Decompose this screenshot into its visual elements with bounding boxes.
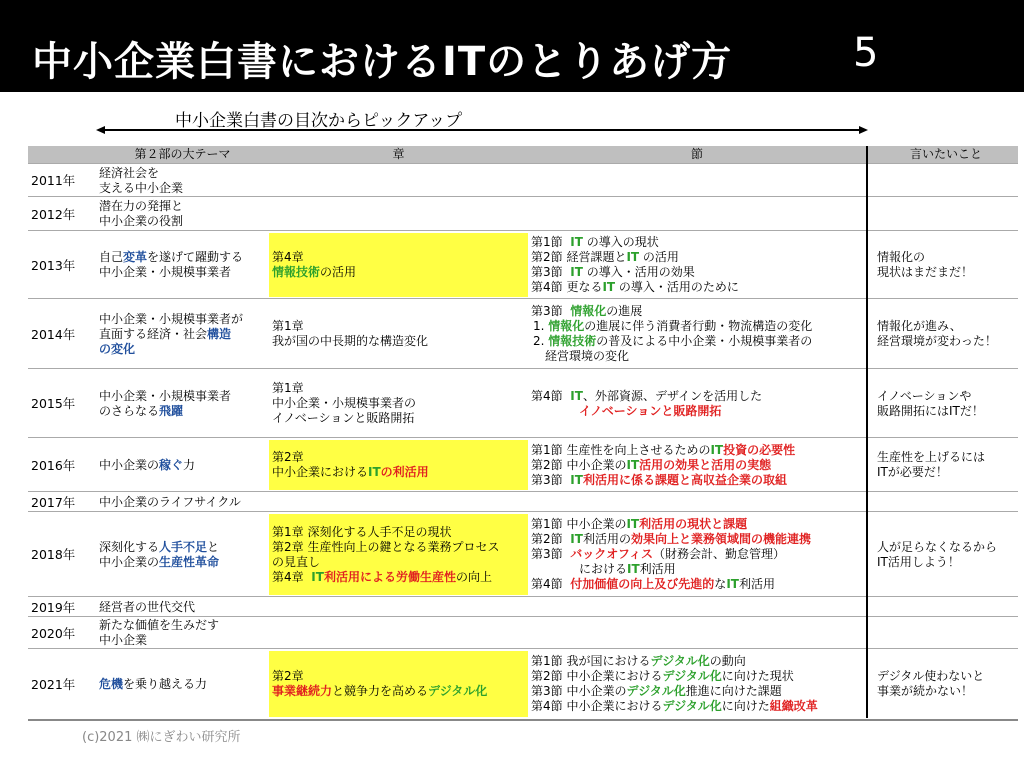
chapter-cell: 第2章 事業継続力と競争力を高めるデジタル化 xyxy=(269,651,528,717)
year-cell: 2012年 xyxy=(31,206,76,222)
year-cell: 2018年 xyxy=(31,547,76,562)
chapter-cell: 第1章 深刻化する人手不足の現状 第2章 生産性向上の鍵となる業務プロセス の見直し 第4章 IT利活用による労働生産性の向上 xyxy=(269,514,528,595)
theme-cell: 経営者の世代交代 xyxy=(99,599,196,614)
table-row xyxy=(28,298,1018,369)
message-cell: 生産性を上げるには ITが必要だ！ xyxy=(877,450,986,479)
year-cell: 2021年 xyxy=(31,676,76,692)
chapter-cell: 第1章 中小企業・小規模事業者の イノベーションと販路開拓 xyxy=(272,381,417,425)
table-row xyxy=(28,511,1018,597)
table-row xyxy=(28,596,1018,617)
header-section: 節 xyxy=(690,147,703,161)
chapter-cell: 第2章 中小企業におけるITの利活用 xyxy=(269,440,528,490)
section-cell: 第4節 IT、外部資源、デザインを活用した イノベーションと販路開拓 xyxy=(531,388,763,418)
theme-cell: 自己変革を遂げて躍動する 中小企業・小規模事業者 xyxy=(99,250,244,279)
arrow-label: 中小企業白書の目次からピックアップ xyxy=(175,111,463,131)
theme-cell: 新たな価値を生みだす 中小企業 xyxy=(99,618,220,647)
page-number: 5 xyxy=(853,30,879,76)
year-cell: 2011年 xyxy=(31,173,76,188)
year-cell: 2020年 xyxy=(31,625,76,641)
chapter-cell: 第1章 我が国の中長期的な構造変化 xyxy=(272,319,429,348)
section-cell: 第1節 中小企業のIT利活用の現状と課題 第2節 IT利活用の効果向上と業務領域間の機能連携 第3節 バックオフィス（財務会計、勤怠管理） におけるIT利活用 第4節 付加価値の向上及び先進的なIT利活用 xyxy=(531,517,811,591)
header-say: 言いたいこと xyxy=(909,147,982,161)
section-cell: 第1節 IT の導入の現状 第2節 経営課題とIT の活用 第3節 IT の導入・活用の効果 第4節 更なるIT の導入・活用のために xyxy=(531,235,739,294)
theme-cell: 中小企業のライフサイクル xyxy=(99,494,241,509)
double-arrow-icon xyxy=(96,126,868,134)
year-cell: 2017年 xyxy=(31,494,76,510)
table-row xyxy=(28,368,1018,438)
section-cell: 第1節 生産性を向上させるためのIT投資の必要性 第2節 中小企業のIT活用の効果と活用の実態 第3節 IT利活用に係る課題と高収益企業の取組 xyxy=(531,442,796,487)
year-cell: 2016年 xyxy=(31,457,76,473)
year-cell: 2014年 xyxy=(31,326,76,342)
table-row xyxy=(28,230,1018,299)
table-row xyxy=(28,163,1018,197)
theme-cell: 潜在力の発揮と 中小企業の役割 xyxy=(99,199,184,228)
theme-cell: 深刻化する人手不足と 中小企業の生産性革命 xyxy=(99,539,220,569)
section-cell: 第1節 我が国におけるデジタル化の動向 第2節 中小企業におけるデジタル化に向けた現状 第3節 中小企業のデジタル化推進に向けた課題 第4節 中小企業におけるデジタル化に向けた組織改革 xyxy=(531,654,818,713)
table-row xyxy=(28,648,1018,721)
message-cell: 情報化が進み、 経営環境が変わった！ xyxy=(877,319,997,348)
section-cell: 第3節 情報化の進展 1. 情報化の進展に伴う消費者行動・物流構造の変化 2. 情報技術の普及による中小企業・小規模事業者の 経営環境の変化 xyxy=(531,304,813,363)
theme-cell: 中小企業の稼ぐ力 xyxy=(99,457,196,472)
message-cell: 情報化の 現状はまだまだ！ xyxy=(877,250,974,279)
year-cell: 2013年 xyxy=(31,257,76,273)
table-row xyxy=(28,437,1018,492)
theme-cell: 中小企業・小規模事業者 のさらなる飛躍 xyxy=(99,388,232,418)
table-row xyxy=(28,491,1018,512)
theme-cell: 経済社会を 支える中小企業 xyxy=(99,165,184,195)
table-row xyxy=(28,616,1018,649)
message-cell: イノベーションや 販路開拓にはITだ！ xyxy=(877,388,984,418)
page-title: 中小企業白書におけるITのとりあげ方 xyxy=(32,39,733,85)
year-cell: 2015年 xyxy=(31,396,76,411)
title-bar xyxy=(0,0,1024,92)
table-header xyxy=(28,146,1018,163)
message-cell: 人が足らなくなるから IT活用しよう！ xyxy=(877,539,998,569)
column-divider xyxy=(866,146,868,718)
theme-cell: 中小企業・小規模事業者が 直面する経済・社会構造 の変化 xyxy=(99,311,244,356)
header-theme: 第２部の大テーマ xyxy=(134,147,231,161)
table-row xyxy=(28,196,1018,231)
header-chapter: 章 xyxy=(392,147,405,161)
theme-cell: 危機を乗り越える力 xyxy=(99,676,208,691)
copyright-text: (c)2021 ㈱にぎわい研究所 xyxy=(82,730,241,745)
year-cell: 2019年 xyxy=(31,599,76,615)
message-cell: デジタル使わないと 事業が続かない！ xyxy=(877,669,985,698)
chapter-cell: 第4章 情報技術の活用 xyxy=(269,233,528,297)
